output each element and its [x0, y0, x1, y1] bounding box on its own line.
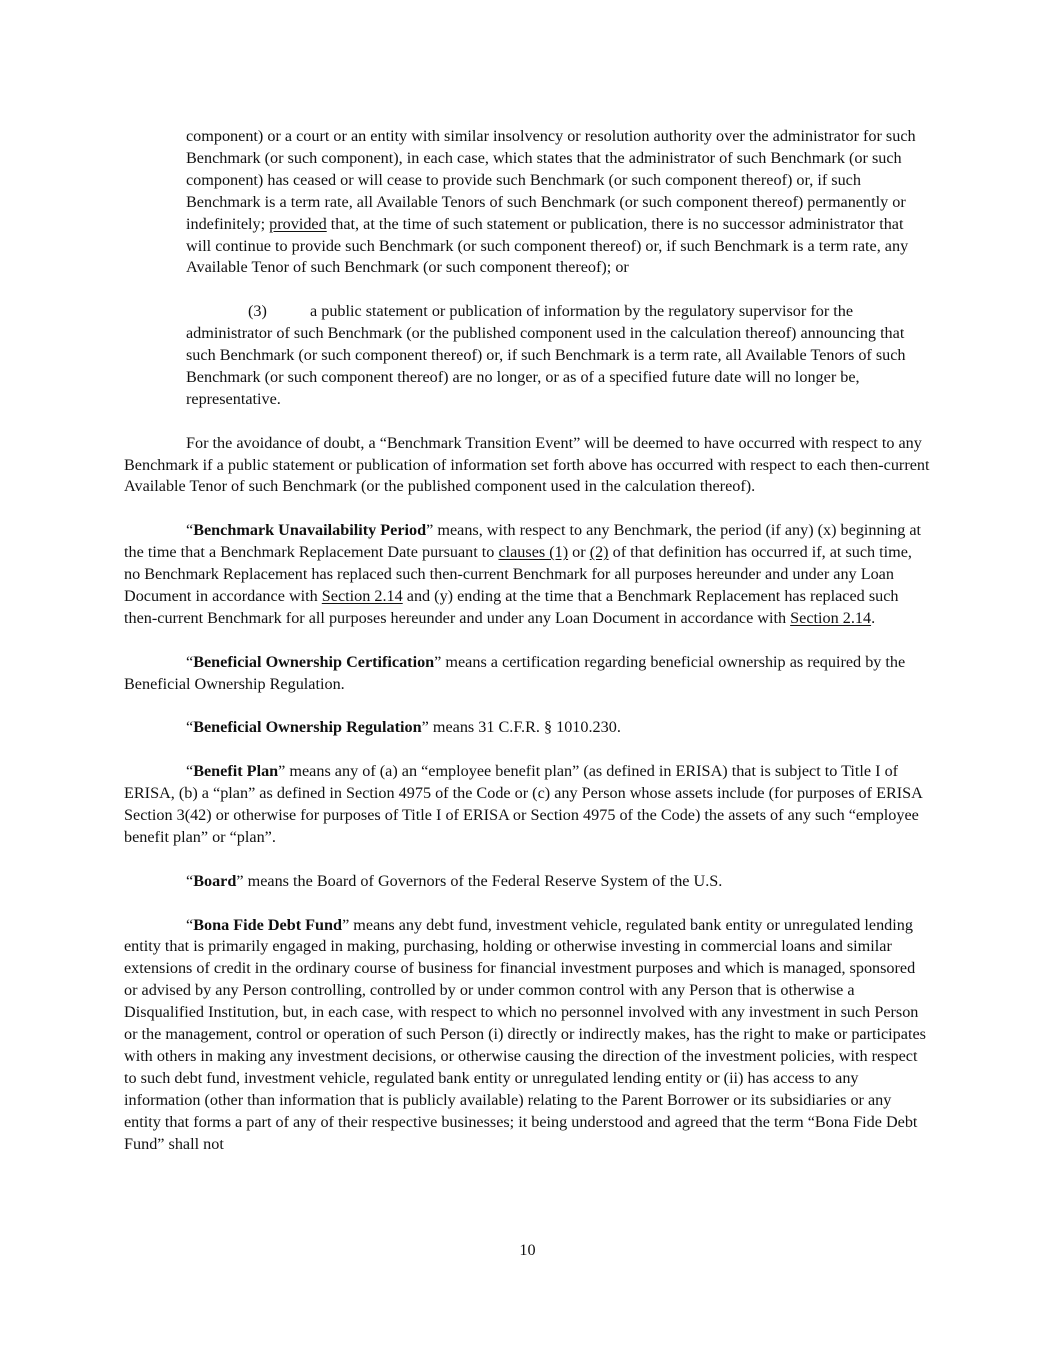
defined-term: Board: [193, 871, 237, 890]
paragraph-avoidance-of-doubt: For the avoidance of doubt, a “Benchmark Transition Event” will be deemed to have occurred with respect to any Benchmark if a public statement or publication of information set forth above has occurred with respect to each then-current Available Tenor of such Benchmark (or the published component used in the calculation thereof).: [124, 433, 930, 496]
defined-term: Beneficial Ownership Certification: [193, 652, 435, 671]
definition-bona-fide-debt-fund: “Bona Fide Debt Fund” means any debt fund, investment vehicle, regulated bank entity or unregulated lending entity that is primarily engaged in making, purchasing, holding or otherwise investing in commercial loans and similar extensions of credit in the ordinary course of business for financial investment purposes and which is managed, sponsored or advised by any Person controlling, controlled by or under common control with any Person that is otherwise a Disqualified Institution, but, in each case, with respect to which no personnel involved with any investment in such Person or the management, control or operation of such Person (i) directly or indirectly makes, has the right to make or participates with others in making any investment decisions, or otherwise causing the direction of the investment policies, with respect to such debt fund, investment vehicle, regulated bank entity or unregulated lending entity or (ii) has access to any information (other than information that is publicly available) relating to the Parent Borrower or its subsidiaries or any entity that forms a part of any of their respective businesses; it being understood and agreed that the term “Bona Fide Debt Fund” shall not: [124, 915, 926, 1153]
section-2-14-reference: Section 2.14: [321, 586, 403, 605]
paragraph-continuation: component) or a court or an entity with similar insolvency or resolution authority over the administrator for such Benchmark (or such component), in each case, which states that the administrator of such Benchmark (or such component) has ceased or will cease to provide such Benchmark (or such component thereof) or, if such Benchmark is a term rate, all Available Tenors of such Benchmark (or such component thereof) permanently or indefinitely; provided that, at the time of such statement or publication, there is no successor administrator that will continue to provide such Benchmark (or such component thereof) or, if such Benchmark is a term rate, any Available Tenor of such Benchmark (or such component thereof); or: [186, 127, 916, 277]
clause-number: (3): [248, 302, 267, 321]
document-page: [124, 126, 932, 1177]
clauses-1-reference: clauses (1): [498, 543, 569, 562]
definition-benchmark-unavailability-period: “Benchmark Unavailability Period” means, with respect to any Benchmark, the period (if any) (x) beginning at the time that a Benchmark Replacement Date pursuant to clauses (1) or (2) of that definition has occurred if, at such time, no Benchmark Replacement has replaced such then-current Benchmark for all purposes hereunder and under any Loan Document in accordance with Section 2.14 and (y) ending at the time that a Benchmark Replacement has replaced such then-current Benchmark for all purposes hereunder and under any Loan Document in accordance with Section 2.14.: [124, 521, 922, 627]
section-2-14-reference: Section 2.14: [790, 608, 872, 627]
definition-beneficial-ownership-certification: “Beneficial Ownership Certification” means a certification regarding beneficial ownership as required by the Beneficial Ownership Regulation.: [124, 652, 906, 693]
defined-term: Beneficial Ownership Regulation: [193, 718, 422, 737]
paragraph-clause-3: (3) a public statement or publication of information by the regulatory supervisor for the administrator of such Benchmark (or the published component used in the calculation thereof) announcing that such Benchmark (or such component thereof) or, if such Benchmark is a term rate, all Available Tenors of such Benchmark (or such component thereof) are no longer, or as of a specified future date will no longer be, representative.: [186, 302, 906, 408]
defined-term: Bona Fide Debt Fund: [193, 915, 343, 934]
definition-board: “Board” means the Board of Governors of the Federal Reserve System of the U.S.: [186, 871, 723, 890]
definition-beneficial-ownership-regulation: “Beneficial Ownership Regulation” means 31 C.F.R. § 1010.230.: [186, 718, 621, 737]
defined-term: Benchmark Unavailability Period: [193, 521, 427, 540]
page-number: 10: [519, 1241, 536, 1259]
defined-term: Benefit Plan: [193, 762, 279, 781]
definition-benefit-plan: “Benefit Plan” means any of (a) an “employee benefit plan” (as defined in ERISA) that is subject to Title I of ERISA, (b) a “plan” as defined in Section 4975 of the Code or (c) any Person whose assets include (for purposes of ERISA Section 3(42) or otherwise for purposes of Title I of ERISA or Section 4975 of the Code) the assets of any such “employee benefit plan” or “plan”.: [124, 762, 922, 846]
clause-2-reference: (2): [589, 543, 609, 562]
provided-term: provided: [269, 214, 327, 233]
